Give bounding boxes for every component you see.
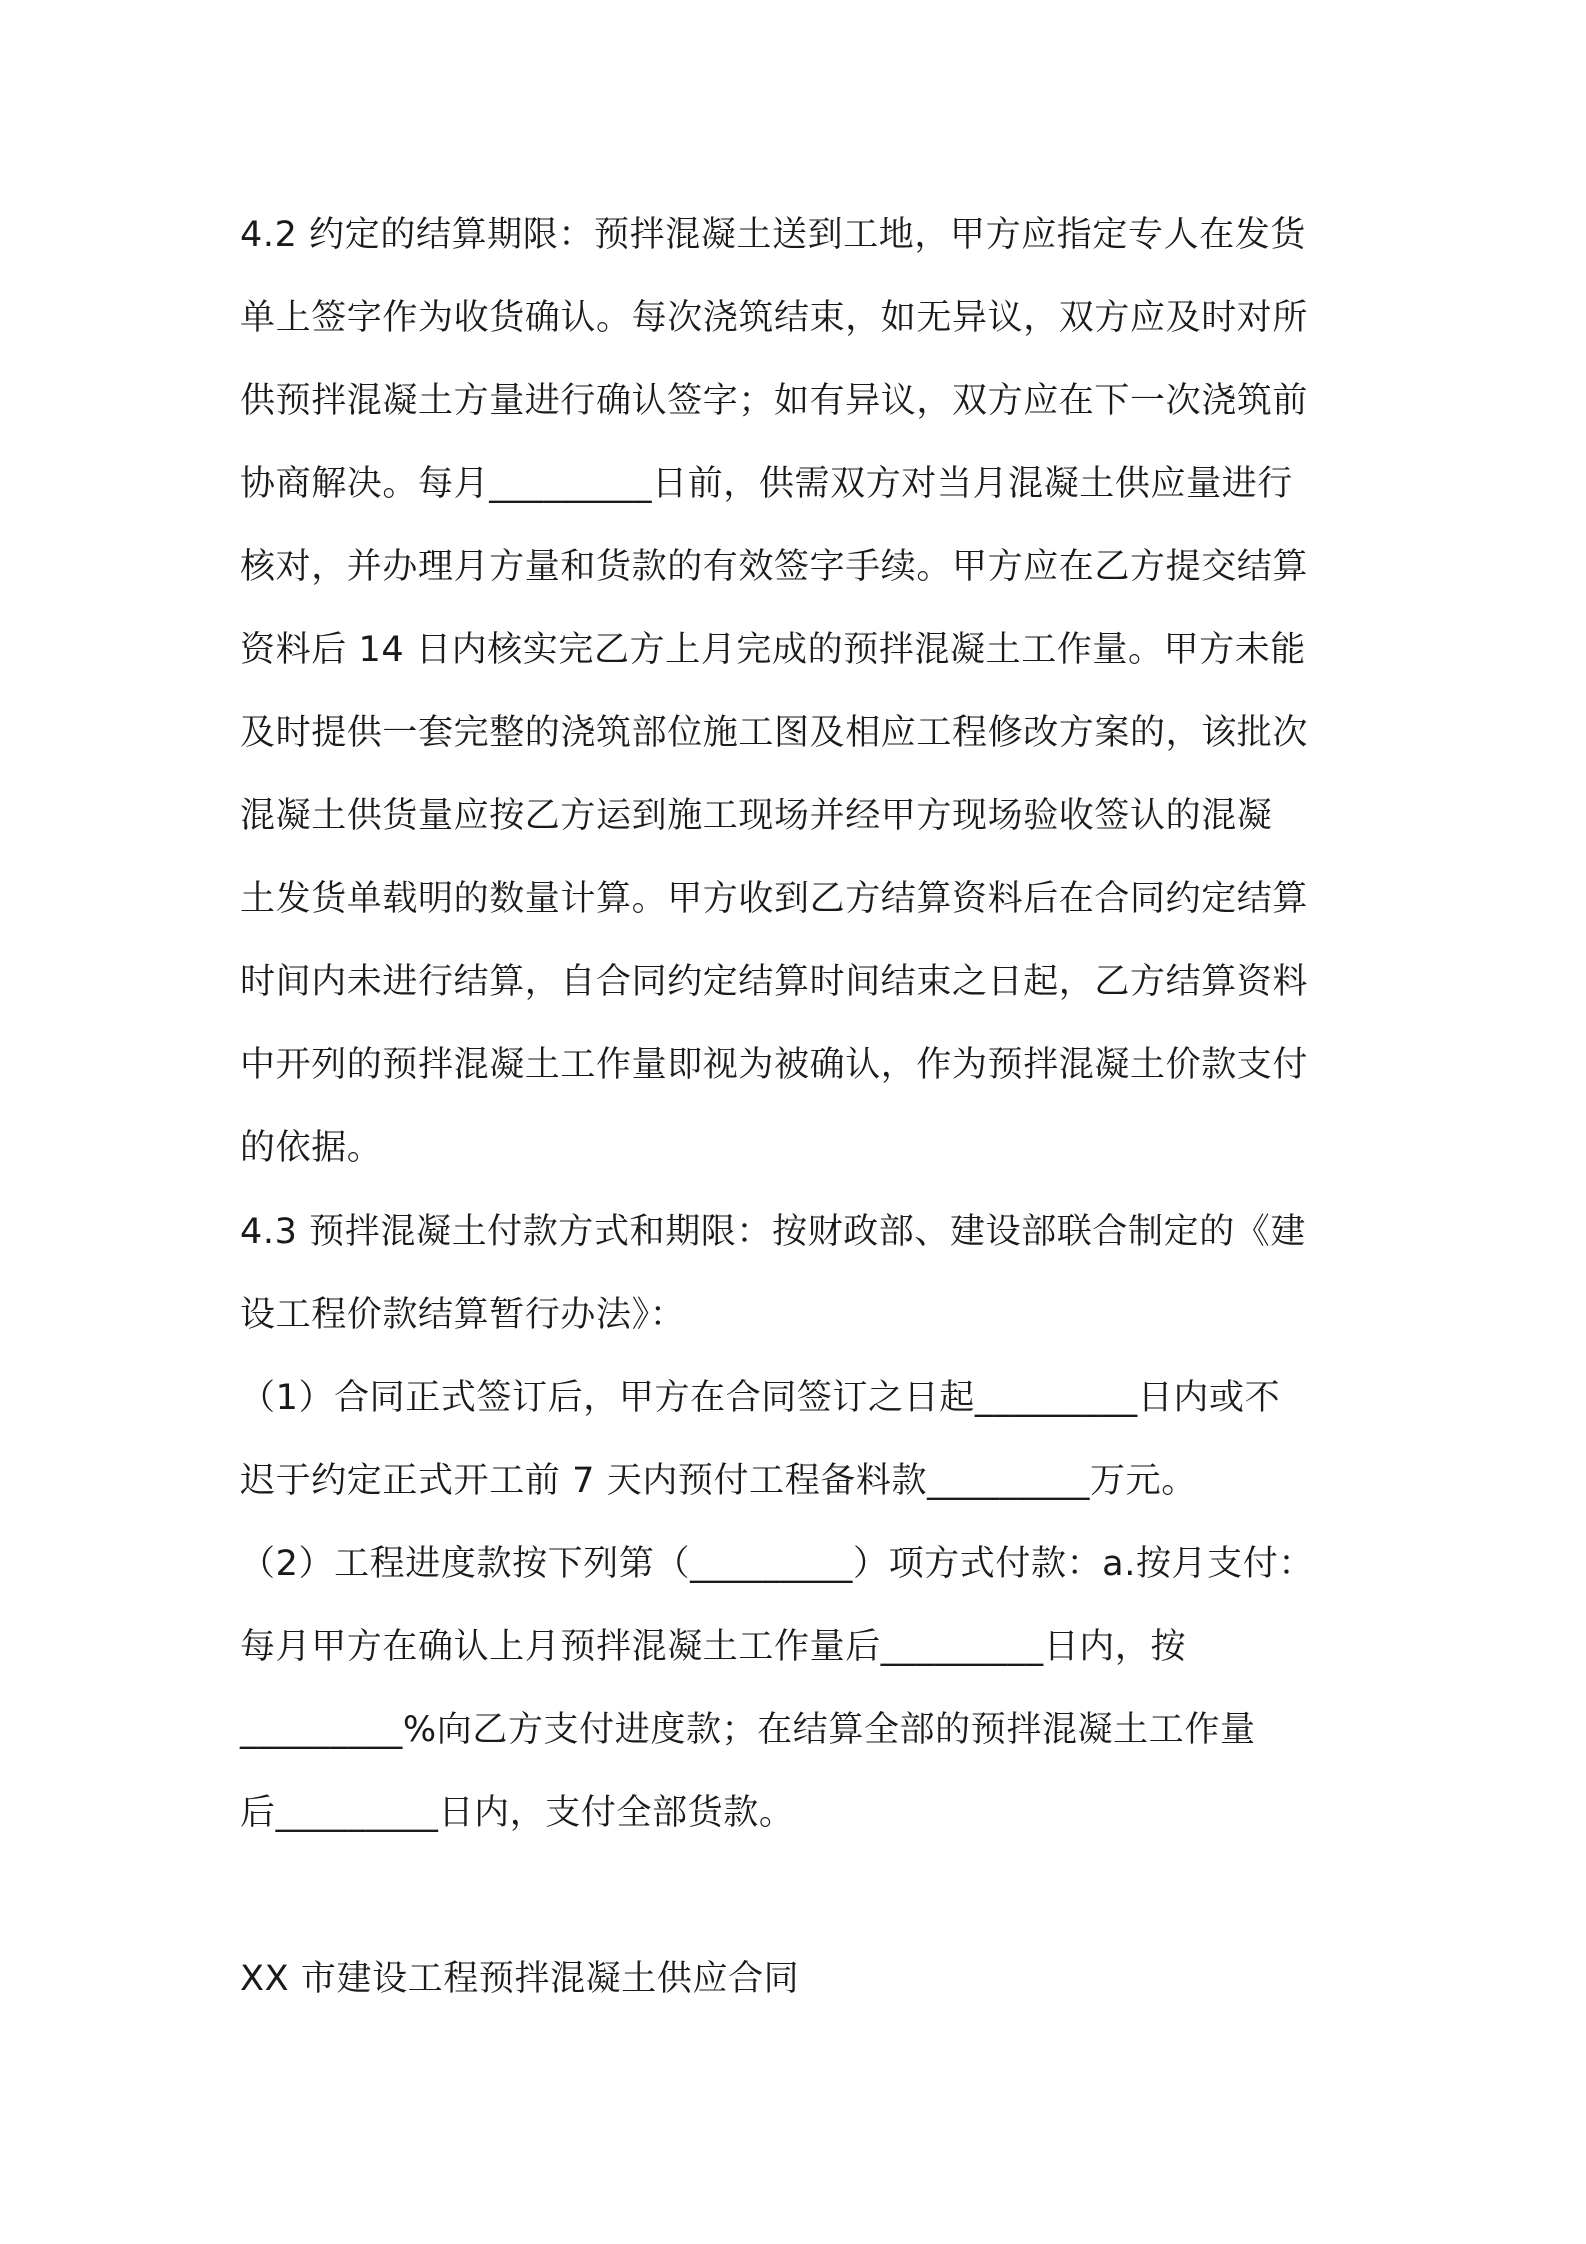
clause-4-3-line-1: 4.3 预拌混凝土付款方式和期限：按财政部、建设部联合制定的《建 xyxy=(240,1212,1306,1252)
clause-4-2-line-12: 的依据。 xyxy=(240,1128,383,1168)
item-2-line-3: _________%向乙方支付进度款；在结算全部的预拌混凝土工作量 xyxy=(240,1710,1256,1750)
clause-4-2-line-10: 时间内未进行结算，自合同约定结算时间结束之日起，乙方结算资料 xyxy=(240,962,1309,1002)
clause-4-2-line-2: 单上签字作为收货确认。每次浇筑结束，如无异议，双方应及时对所 xyxy=(240,298,1309,338)
item-1-line-2: 迟于约定正式开工前 7 天内预付工程备料款_________万元。 xyxy=(240,1461,1197,1501)
clause-4-2-line-7: 及时提供一套完整的浇筑部位施工图及相应工程修改方案的，该批次 xyxy=(240,713,1309,753)
footer-title: XX 市建设工程预拌混凝土供应合同 xyxy=(240,1959,800,1999)
item-1-line-1: （1）合同正式签订后，甲方在合同签订之日起_________日内或不 xyxy=(240,1378,1281,1418)
clause-4-2-line-6: 资料后 14 日内核实完乙方上月完成的预拌混凝土工作量。甲方未能 xyxy=(240,630,1306,670)
item-2-line-4: 后_________日内，支付全部货款。 xyxy=(240,1793,795,1833)
clause-4-2-line-1: 4.2 约定的结算期限：预拌混凝土送到工地，甲方应指定专人在发货 xyxy=(240,215,1306,255)
clause-4-2-line-11: 中开列的预拌混凝土工作量即视为被确认，作为预拌混凝土价款支付 xyxy=(240,1045,1309,1085)
item-2-line-2: 每月甲方在确认上月预拌混凝土工作量后_________日内，按 xyxy=(240,1627,1187,1667)
clause-4-2-line-9: 土发货单载明的数量计算。甲方收到乙方结算资料后在合同约定结算 xyxy=(240,879,1309,919)
clause-4-2-line-5: 核对，并办理月方量和货款的有效签字手续。甲方应在乙方提交结算 xyxy=(240,547,1309,587)
clause-4-2-line-3: 供预拌混凝土方量进行确认签字；如有异议，双方应在下一次浇筑前 xyxy=(240,381,1309,421)
item-2-line-1: （2）工程进度款按下列第（_________）项方式付款：a.按月支付： xyxy=(240,1544,1314,1584)
clause-4-2-line-8: 混凝土供货量应按乙方运到施工现场并经甲方现场验收签认的混凝 xyxy=(240,796,1273,836)
clause-4-3-line-2: 设工程价款结算暂行办法》： xyxy=(240,1295,686,1335)
clause-4-2-line-4: 协商解决。每月_________日前，供需双方对当月混凝土供应量进行 xyxy=(240,464,1293,504)
